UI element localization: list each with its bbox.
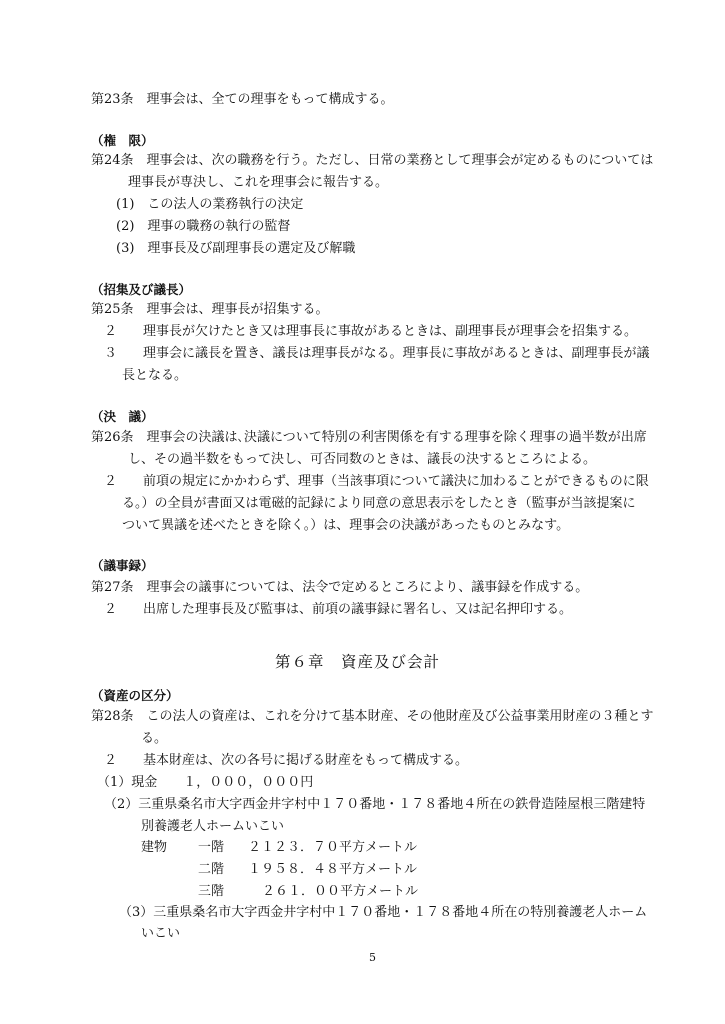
article-28-heading: （資産の区分） — [91, 688, 179, 703]
article-25-paragraph-3: ３ 理事会に議長を置き、議長は理事長がなる。理事長に事故があるときは、副理事長が議 — [104, 346, 650, 361]
article-28-text: 第28条 この法人の資産は、これを分けて基本財産、その他財産及び公益事業用財産の３種とす — [91, 709, 654, 724]
article-27-heading: （議事録） — [91, 558, 154, 573]
article-28-paragraph-2: ２ 基本財産は、次の各号に掲げる財産をもって構成する。 — [104, 753, 469, 768]
asset-item-building-cont: 別養護老人ホームいこい — [141, 819, 285, 834]
article-26-paragraph-2-cont: ついて異議を述べたときを除く。）は、理事会の決議があったものとみなす。 — [122, 518, 570, 533]
floor-label: 一階 — [198, 840, 225, 855]
article-25-paragraph-2: ２ 理事長が欠けたとき又は理事長に事故があるときは、副理事長が理事会を招集する。 — [104, 324, 638, 339]
article-25-heading: （招集及び議長） — [91, 282, 192, 297]
article-28-text-cont: る。 — [141, 731, 168, 746]
article-24-item: (1) この法人の業務執行の決定 — [116, 197, 304, 212]
article-26-paragraph-2-cont: る。）の全員が書面又は電磁的記録により同意の意思表示をしたとき（監事が当該提案に — [122, 496, 636, 511]
asset-item-cash: （1）現金 １，０００，０００円 — [97, 775, 314, 790]
article-27-paragraph-2: ２ 出席した理事長及び監事は、前項の議事録に署名し、又は記名押印する。 — [104, 602, 573, 617]
chapter-title: 第６章 資産及び会計 — [275, 653, 441, 671]
article-25-text: 第25条 理事会は、理事長が招集する。 — [91, 302, 329, 317]
article-24-heading: （権 限） — [91, 133, 154, 148]
article-25-paragraph-3-cont: 長となる。 — [122, 368, 188, 383]
article-26-text-cont: し、その過半数をもって決し、可否同数のときは、議長の決するところによる。 — [128, 452, 597, 467]
floor-label: 三階 — [198, 884, 225, 899]
building-label: 建物 — [141, 840, 168, 855]
asset-item-facility-cont: いこい — [141, 926, 181, 941]
article-23-text: 第23条 理事会は、全ての理事をもって構成する。 — [91, 92, 394, 107]
article-26-heading: （決 議） — [91, 409, 154, 424]
article-27-text: 第27条 理事会の議事については、法令で定めるところにより、議事録を作成する。 — [91, 580, 589, 595]
article-26-paragraph-2: ２ 前項の規定にかかわらず、理事（当該事項について議決に加わることができるものに限 — [104, 474, 649, 489]
article-26-text: 第26条 理事会の決議は､決議について特別の利害関係を有する理事を除く理事の過半数が出席 — [91, 430, 647, 445]
asset-item-facility: （3）三重県桑名市大字西金井字村中１７０番地・１７８番地４所在の特別養護老人ホーム — [119, 905, 648, 920]
floor-area: ２６１．００平方メートル — [262, 884, 419, 899]
asset-item-building: （2）三重県桑名市大字西金井字村中１７０番地・１７８番地４所在の鉄骨造陸屋根三階建特 — [104, 797, 646, 812]
article-24-item: (2) 理事の職務の執行の監督 — [116, 219, 291, 234]
article-24-text-cont: 理事長が専決し、これを理事会に報告する。 — [128, 175, 389, 190]
floor-area: ２１２３．７０平方メートル — [248, 840, 418, 855]
floor-label: 二階 — [198, 862, 225, 877]
page-number: 5 — [369, 951, 376, 964]
floor-area: １９５８．４８平方メートル — [248, 862, 418, 877]
article-24-text: 第24条 理事会は、次の職務を行う。ただし、日常の業務として理事会が定めるものについては — [91, 153, 654, 168]
article-24-item: (3) 理事長及び副理事長の選定及び解職 — [116, 241, 356, 256]
